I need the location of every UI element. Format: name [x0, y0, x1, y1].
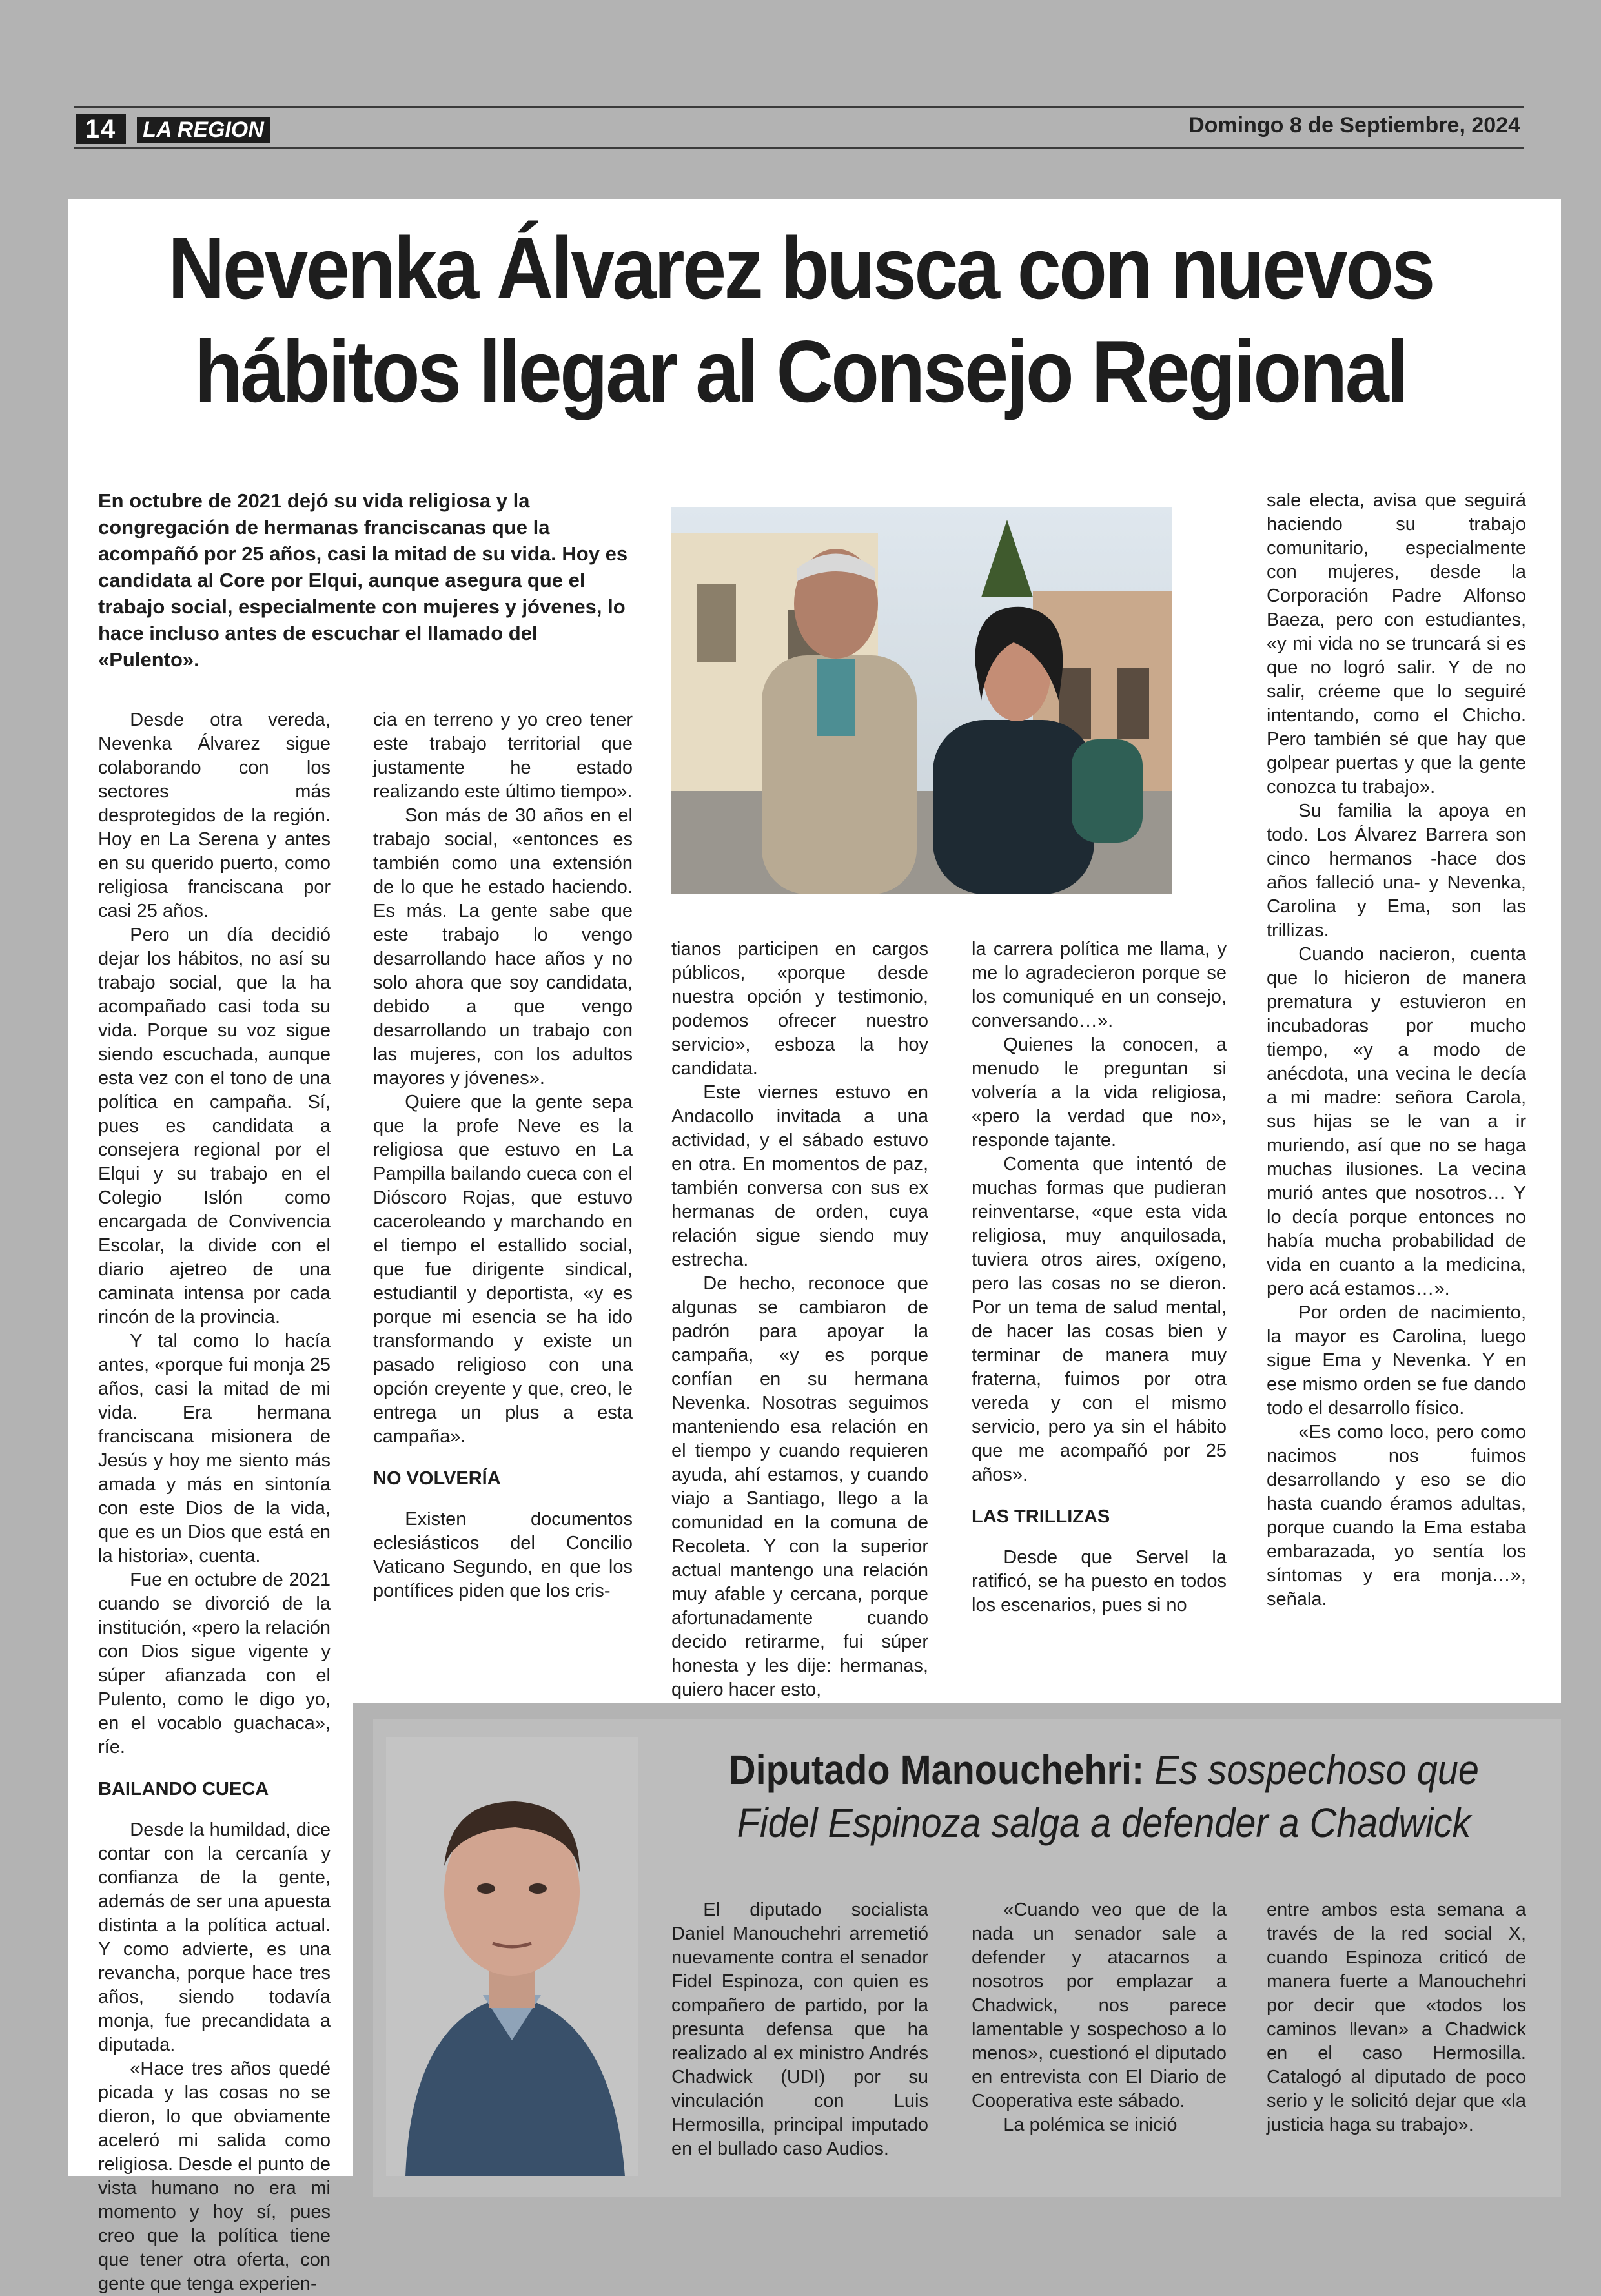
secondary-column-2 [972, 1898, 1227, 2137]
header-top-rule [74, 106, 1524, 108]
subhead-las-trillizas: LAS TRILLIZAS [972, 1506, 1110, 1527]
paragraph: cia en terreno y yo creo tener este trabajo territorial que justamente he estado realizando este último tiempo». [373, 710, 633, 802]
paragraph: «Hace tres años quedé picada y las cosas no se dieron, lo que obviamente aceleró mi salida como religiosa. Desde el punto de vista humano no era mi momento y hoy sí, pues creo que la política tiene que tener otra oferta, con gente que tenga experien- [98, 2058, 331, 2294]
main-article-photo [671, 507, 1172, 894]
issue-date: Domingo 8 de Septiembre, 2024 [1188, 113, 1520, 138]
photo-manouchehri-portrait [386, 1737, 638, 2176]
article-column-2 [373, 708, 633, 1603]
paragraph: Desde la humildad, dice contar con la cercanía y confianza de la gente, además de ser una apuesta distinta a la política actual. Y como advierte, es una revancha, porque hace tres años, siendo todavía monja, fue precandidata a diputada. [98, 1819, 331, 2055]
secondary-article-photo [386, 1737, 638, 2176]
paragraph: Este viernes estuvo en Andacollo invitada a una actividad, y el sábado estuvo en otra. En momentos de paz, también conversa con sus ex hermanas de orden, cuya relación sigue siendo muy estrecha. [671, 1082, 928, 1270]
paragraph: Cuando nacieron, cuenta que lo hicieron de manera prematura y estuvieron en incubadoras por mucho tiempo, «y a modo de anécdota, una vecina le decía a mi madre: señora Carola, sus hijas se le van a ir muriendo, así que no se haga muchas ilusiones. La vecina murió antes que nosotros… Y lo decía porque entonces no había mucha probabilidad de vida en cuanto a la medicina, pero acá estamos…». [1267, 944, 1526, 1299]
article-lead: En octubre de 2021 dejó su vida religiosa y la congregación de hermanas franciscanas que la acompañó por 25 años, casi la mitad de su vida. Hoy es candidata al Core por Elqui, aunque asegura que el trabajo social, especialmente con mujeres y jóvenes, lo hace incluso antes de escuchar el llamado del «Pulento». [98, 489, 628, 671]
article-column-1 [98, 708, 331, 2296]
paragraph: Quienes la conocen, a menudo le preguntan si volvería a la vida religiosa, «pero la verdad que no», responde tajante. [972, 1034, 1227, 1151]
paragraph: Y tal como lo hacía antes, «porque fui monja 25 años, casi la mitad de mi vida. Era hermana franciscana misionera de Jesús y hoy me siento más amada y más en sintonía con este Dios de la vida, que es un Dios que está en la historia», cuenta. [98, 1331, 331, 1566]
article-column-3 [671, 938, 928, 1702]
paragraph: Desde otra vereda, Nevenka Álvarez sigue colaborando con los sectores más desprotegidos de la región. Hoy en La Serena y antes en su querido puerto, como religiosa franciscana por casi 25 años. [98, 710, 331, 921]
paragraph: tianos participen en cargos públicos, «porque desde nuestra opción y testimonio, podemos ofrecer nuestro servicio», esboza la hoy candidata. [671, 939, 928, 1079]
article-column-4 [972, 938, 1227, 1617]
paragraph: sale electa, avisa que seguirá haciendo su trabajo comunitario, especialmente con mujeres, desde la Corporación Padre Alfonso Baeza, pero con estudiantes, «y mi vida no se truncará si es que no logró salir. Y de no salir, créeme que lo seguiré intentando, como el Chicho. Pero también sé que hay que golpear puertas y que la gente conozca tu trabajo». [1267, 490, 1526, 797]
title-bold-part: Diputado Manouchehri: [729, 1747, 1145, 1793]
article-column-5 [1267, 489, 1526, 1612]
article-headline: Nevenka Álvarez busca con nuevos hábitos llegar al Consejo Regional [168, 219, 1433, 420]
paragraph: Fue en octubre de 2021 cuando se divorció de la institución, «pero la relación con Dios sigue vigente y súper afianzada con el Pulento, como le digo yo, en el vocablo guachaca», ríe. [98, 1570, 331, 1758]
title-italic-part: Es sospechoso que Fidel Espinoza salga a defender a Chadwick [737, 1747, 1479, 1846]
secondary-column-1 [671, 1898, 928, 2161]
paragraph: El diputado socialista Daniel Manouchehri arremetió nuevamente contra el senador Fidel Espinoza, con quien es compañero de partido, por la presunta defensa que ha realizado al ex ministro Andrés Chadwick (UDI) por su vinculación con Luis Hermosilla, principal imputado en el bullado caso Audios. [671, 1900, 928, 2159]
paragraph: «Es como loco, pero como nacimos nos fuimos desarrollando y eso se dio hasta cuando éramos adultas, porque cuando la Ema estaba embarazada, yo sentía los síntomas y era monja…», señala. [1267, 1422, 1526, 1610]
paragraph: De hecho, reconoce que algunas se cambiaron de padrón para apoyar la campaña, «y es porque confían en su hermana Nevenka. Nosotras seguimos manteniendo esa relación en el tiempo y cuando requieren ayuda, ahí estamos, y cuando viajo a Santiago, llego a la comunidad en la comuna de Recoleta. Y con la superior actual mantengo una relación muy afable y cercana, porque afortunadamente cuando decido retirarme, fui súper honesta y les dije: hermanas, quiero hacer esto, [671, 1273, 928, 1700]
secondary-article-title [691, 1743, 1516, 1849]
secondary-column-3 [1267, 1898, 1526, 2137]
paragraph: Su familia la apoya en todo. Los Álvarez Barrera son cinco hermanos -hace dos años falleció una- y Nevenka, Carolina y Ema, son las trillizas. [1267, 801, 1526, 941]
paragraph: La polémica se inició [1003, 2115, 1178, 2135]
paragraph: la carrera política me llama, y me lo agradecieron porque se los comuniqué en un consejo, conversando…». [972, 939, 1227, 1031]
paragraph: Existen documentos eclesiásticos del Concilio Vaticano Segundo, en que los pontífices piden que los cris- [373, 1509, 633, 1601]
paragraph: Son más de 30 años en el trabajo social, «entonces es también como una extensión de lo que he estado haciendo. Es más. La gente sabe que este trabajo lo vengo desarrollando hace años y no solo ahora que soy candidata, debido a que vengo desarrollando un trabajo con las mujeres, con los adultos mayores y jóvenes». [373, 805, 633, 1089]
newspaper-logo: LA REGION [137, 117, 270, 143]
paragraph: Por orden de nacimiento, la mayor es Carolina, luego sigue Ema y Nevenka. Y en ese mismo orden se fue dando todo el desarrollo físico. [1267, 1302, 1526, 1419]
paragraph: Comenta que intentó de muchas formas que pudieran reinventarse, «que esta vida religiosa, muy anquilosada, tuviera otros aires, oxígeno, pero las cosas no se dieron. Por un tema de salud mental, de hacer las cosas bien y terminar de manera muy fraterna, fuimos por otra vereda y con el mismo servicio, pero ya sin el hábito que me acompañó por 25 años». [972, 1154, 1227, 1485]
page-number: 14 [76, 114, 126, 144]
paragraph: Quiere que la gente sepa que la profe Neve es la religiosa que estuvo en La Pampilla bailando cueca con el Dióscoro Rojas, que estuvo caceroleando y marchando en el tiempo el estallido social, que fue dirigente sindical, estudiantil y deportista, «y es porque mi esencia se ha ido transformando y existe un pasado religioso con una opción creyente y que, creo, le entrega un plus a esta campaña». [373, 1092, 633, 1447]
paragraph: Pero un día decidió dejar los hábitos, no así su trabajo social, que la ha acompañado casi toda su vida. Porque su voz sigue siendo escuchada, aunque esta vez con el tono de una política en campaña. Sí, pues es candidata a consejera regional por el Elqui y su trabajo en el Colegio Islón como encargada de Convivencia Escolar, la divide con el diario ajetreo de una caminata intensa por cada rincón de la provincia. [98, 925, 331, 1327]
paragraph: «Cuando veo que de la nada un senador sale a defender y atacarnos a nosotros por emplazar a Chadwick, nos parece lamentable y sospechoso a lo menos», cuestionó el diputado en entrevista con El Diario de Cooperativa este sábado. [972, 1900, 1227, 2111]
subhead-no-volveria: NO VOLVERÍA [373, 1468, 501, 1489]
paragraph: Desde que Servel la ratificó, se ha puesto en todos los escenarios, pues si no [972, 1547, 1227, 1615]
paragraph: entre ambos esta semana a través de la red social X, cuando Espinoza criticó de manera fuerte a Manouchehri por decir que «todos los caminos llevan» a Chadwick en el caso Hermosilla. Catalogó al diputado de poco serio y le solicitó dejar que «la justicia haga su trabajo». [1267, 1900, 1526, 2135]
photo-nevenka-and-man-plaza [671, 507, 1172, 894]
header-bottom-rule [74, 147, 1524, 149]
subhead-bailando-cueca: BAILANDO CUECA [98, 1779, 269, 1799]
